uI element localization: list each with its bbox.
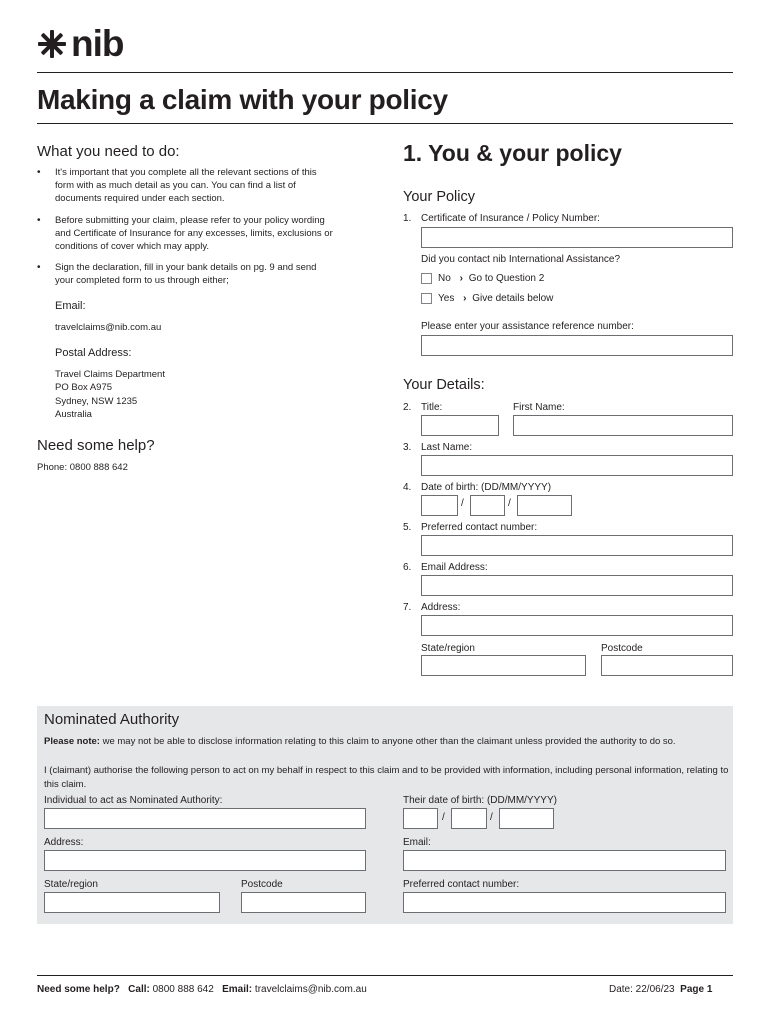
- last-name-label: Last Name:: [421, 442, 473, 453]
- dob-day-field[interactable]: [421, 495, 458, 516]
- nominee-contact-label: Preferred contact number:: [403, 879, 520, 890]
- postal-address-label: Postal Address:: [55, 347, 132, 359]
- postal-line: Australia: [55, 408, 92, 420]
- nominated-note: [44, 735, 726, 749]
- postal-line: PO Box A975: [55, 382, 113, 394]
- note-text: we may not be able to disclose information relating to this claim to anyone other than the claimant unless provided the authority to do so.: [99, 736, 676, 747]
- your-details-heading: Your Details:: [403, 377, 485, 393]
- list-item: • Sign the declaration, fill in your bank details on pg. 9 and send your completed form to us through either;: [37, 261, 337, 287]
- nominee-address-label: Address:: [44, 837, 84, 848]
- contact-number-field[interactable]: [421, 535, 733, 556]
- date-separator: /: [442, 812, 445, 823]
- chevron-right-icon: ›: [459, 273, 463, 284]
- page-title: Making a claim with your policy: [37, 84, 448, 115]
- question-number: 3.: [403, 442, 412, 453]
- nib-star-icon: [37, 29, 67, 59]
- their-dob-text: Their date of birth:: [403, 795, 485, 806]
- question-number: 5.: [403, 522, 412, 533]
- nominee-postcode-field[interactable]: [241, 892, 366, 913]
- their-dob-format: (DD/MM/YYYY): [486, 795, 557, 806]
- title-label: Title:: [421, 402, 443, 413]
- header-divider: [37, 72, 733, 73]
- reference-label: Please enter your assistance reference number:: [421, 321, 634, 332]
- page-number: Page 1: [680, 984, 713, 995]
- date-separator: /: [508, 498, 511, 509]
- nominee-address-field[interactable]: [44, 850, 366, 871]
- last-name-field[interactable]: [421, 455, 733, 476]
- policy-number-label: Certificate of Insurance / Policy Number:: [421, 213, 600, 224]
- their-dob-day-field[interactable]: [403, 808, 438, 829]
- list-item: • It's important that you complete all the relevant sections of this form with as much detail as you can. You can find a list of documents required under each section.: [37, 166, 337, 206]
- individual-label: Individual to act as Nominated Authority:: [44, 795, 223, 806]
- question-2-label: [403, 402, 442, 413]
- chevron-right-icon: ›: [463, 293, 467, 304]
- email-address-field[interactable]: [421, 575, 733, 596]
- question-number: 4.: [403, 482, 412, 493]
- question-3-label: [403, 442, 472, 453]
- postal-address: [55, 368, 165, 421]
- nominee-contact-field[interactable]: [403, 892, 726, 913]
- help-heading: Need some help?: [37, 437, 155, 454]
- first-name-label: First Name:: [513, 402, 565, 413]
- question-number: 7.: [403, 602, 412, 613]
- dob-label: Date of birth:: [421, 482, 479, 493]
- what-to-do-heading: What you need to do:: [37, 143, 180, 160]
- assistance-question: Did you contact nib International Assistance?: [421, 254, 621, 265]
- footer-call-label: Call:: [128, 984, 150, 995]
- assistance-no-option: [438, 273, 544, 284]
- nominee-state-label: State/region: [44, 879, 98, 890]
- state-region-field[interactable]: [421, 655, 586, 676]
- footer-date: Date: 22/06/23: [609, 984, 675, 995]
- nominee-email-field[interactable]: [403, 850, 726, 871]
- no-hint: Go to Question 2: [468, 273, 545, 284]
- policy-number-field[interactable]: [421, 227, 733, 248]
- assistance-yes-option: [438, 293, 553, 304]
- their-dob-label: [403, 795, 557, 806]
- question-6-label: [403, 562, 488, 573]
- footer-email-label: Email:: [222, 984, 253, 995]
- their-dob-month-field[interactable]: [451, 808, 487, 829]
- list-item: • Before submitting your claim, please refer to your policy wording and Certificate of Insurance for any excesses, limits, exclusions or conditions of cover which may apply.: [37, 214, 337, 254]
- footer-email-link[interactable]: travelclaims@nib.com.au: [254, 984, 367, 995]
- footer-phone: 0800 888 642: [152, 984, 214, 995]
- your-policy-heading: Your Policy: [403, 189, 476, 205]
- date-separator: /: [490, 812, 493, 823]
- email-address-label: Email Address:: [421, 562, 488, 573]
- yes-label: Yes: [438, 293, 455, 304]
- their-dob-year-field[interactable]: [499, 808, 554, 829]
- authorise-text: I (claimant) authorise the following person to act on my behalf in respect to this claim and to be provided with information, including personal information, relating to this claim.: [44, 765, 729, 790]
- question-7-label: [403, 602, 460, 613]
- section-title: 1. You & your policy: [403, 140, 622, 166]
- footer-divider: [37, 975, 733, 976]
- title-field[interactable]: [421, 415, 499, 436]
- postcode-field[interactable]: [601, 655, 733, 676]
- question-number: 6.: [403, 562, 412, 573]
- footer-help: Need some help?: [37, 984, 120, 995]
- assistance-reference-field[interactable]: [421, 335, 733, 356]
- logo-text: nib: [71, 23, 124, 64]
- nib-logo: [37, 23, 124, 64]
- nominated-authority-panel: [37, 706, 733, 924]
- question-5-label: [403, 522, 537, 533]
- address-field[interactable]: [421, 615, 733, 636]
- question-4-label: [403, 482, 551, 493]
- individual-field[interactable]: [44, 808, 366, 829]
- title-divider: [37, 123, 733, 124]
- question-number: 1.: [403, 213, 412, 224]
- contact-number-label: Preferred contact number:: [421, 522, 538, 533]
- dob-format: (DD/MM/YYYY): [481, 482, 552, 493]
- nominated-authority-title: Nominated Authority: [44, 711, 180, 728]
- nominee-postcode-label: Postcode: [241, 879, 283, 890]
- dob-month-field[interactable]: [470, 495, 505, 516]
- assistance-no-checkbox[interactable]: [421, 273, 432, 284]
- state-region-label: State/region: [421, 643, 475, 654]
- nominee-state-field[interactable]: [44, 892, 220, 913]
- date-separator: /: [461, 498, 464, 509]
- assistance-yes-checkbox[interactable]: [421, 293, 432, 304]
- nominee-email-label: Email:: [403, 837, 431, 848]
- postal-line: Travel Claims Department: [55, 369, 165, 380]
- question-1-label: [403, 213, 600, 224]
- email-label: Email:: [55, 300, 86, 312]
- no-label: No: [438, 273, 451, 284]
- yes-hint: Give details below: [472, 293, 554, 304]
- note-bold: Please note:: [44, 736, 100, 747]
- help-phone: Phone: 0800 888 642: [37, 462, 128, 473]
- address-label: Address:: [421, 602, 461, 613]
- footer-meta: [609, 984, 712, 995]
- postal-line: Sydney, NSW 1235: [55, 395, 138, 407]
- first-name-field[interactable]: [513, 415, 733, 436]
- dob-year-field[interactable]: [517, 495, 572, 516]
- postcode-label: Postcode: [601, 643, 643, 654]
- claims-email-link[interactable]: travelclaims@nib.com.au: [55, 322, 162, 333]
- footer-contact: [37, 984, 367, 995]
- instructions-list: [37, 166, 337, 296]
- question-number: 2.: [403, 402, 412, 413]
